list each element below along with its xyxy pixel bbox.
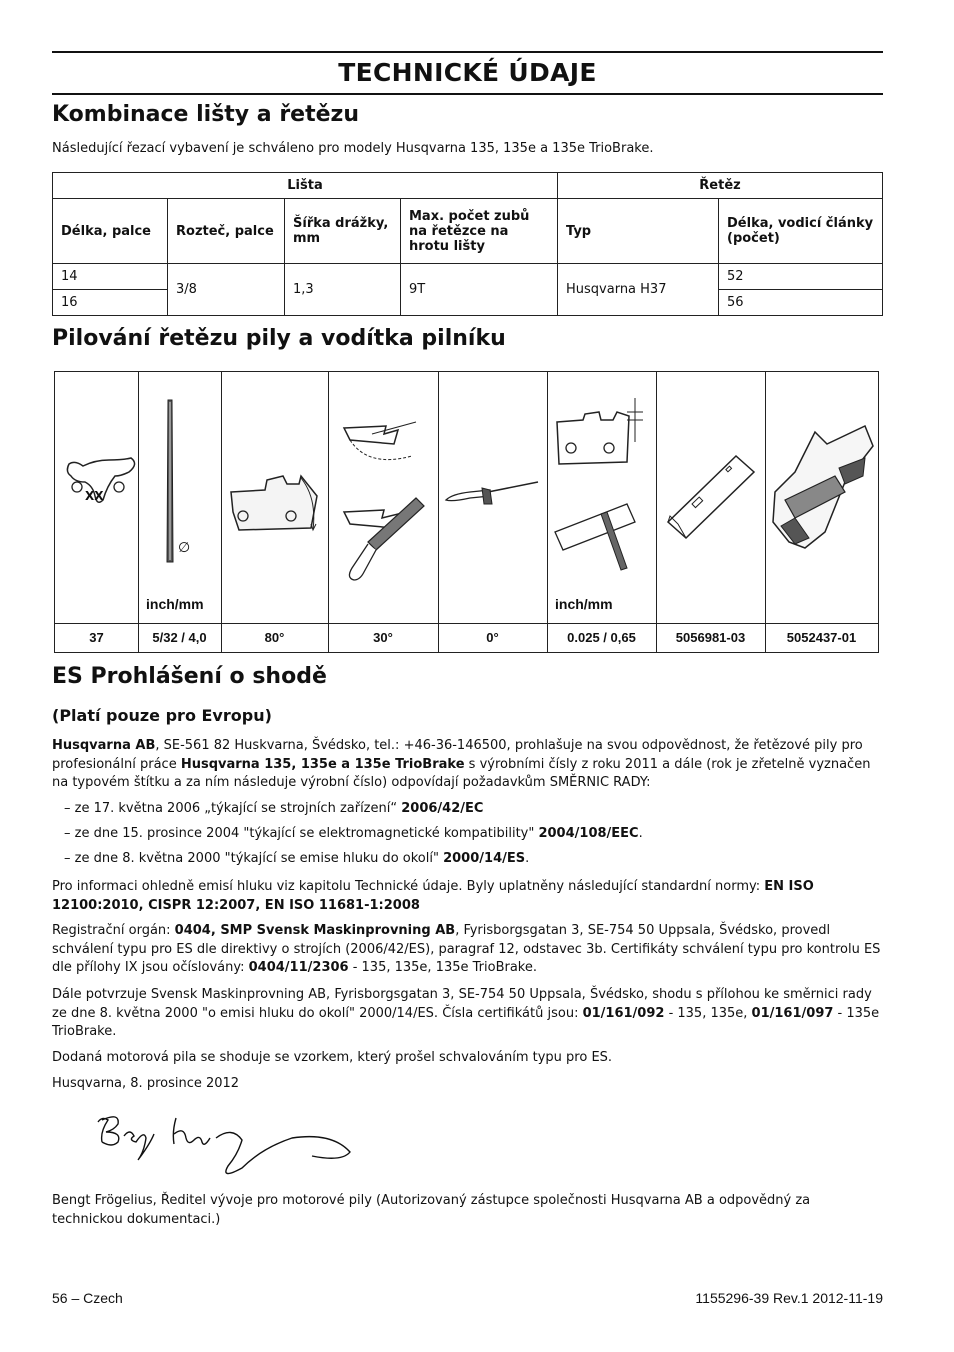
filing-value: 5052437-01	[765, 623, 878, 652]
filing-value: 80°	[221, 623, 328, 652]
signature-icon	[92, 1108, 352, 1188]
diameter-symbol: ∅	[178, 540, 191, 556]
filing-value: 37	[55, 623, 138, 652]
combo-heading: Kombinace lišty a řetězu	[52, 102, 359, 127]
gauge-cell: 1,3	[285, 264, 401, 316]
declaration-paragraph-2: Pro informaci ohledně emisí hluku viz kapitolu Technické údaje. Byly uplatněny následující standardní normy: EN ISO 12100:2010, CISPR 12:2007, EN ISO 11681-1:2008	[52, 879, 814, 913]
list-item: – ze dne 15. prosince 2004 "týkající se elektromagnetické kompatibility" 2004/108/EEC.	[64, 826, 643, 841]
col-gauge: Šířka drážky, mm	[285, 199, 401, 264]
filing-col-file-guide	[765, 372, 878, 652]
certificate-number: 0404/11/2306	[248, 960, 349, 975]
filing-col-filing-angle	[328, 372, 439, 652]
certificate-number: 01/161/092	[582, 1005, 665, 1021]
pitch-cell: 3/8	[168, 264, 285, 316]
depth-gauge-tool-icon	[656, 372, 765, 622]
filing-col-cutter	[55, 372, 139, 652]
top-plate-angle-icon	[221, 372, 328, 622]
length-cell: 16	[53, 290, 168, 316]
drive-links-cell: 52	[719, 264, 883, 290]
list-item: – ze 17. května 2006 „týkající se strojních zařízení“ 2006/42/EC	[64, 801, 484, 816]
list-item: – ze dne 8. května 2000 "týkající se emise hluku do okolí" 2000/14/ES.	[64, 851, 530, 866]
drive-links-cell: 56	[719, 290, 883, 316]
header-rule-top	[52, 51, 883, 53]
filing-value: 0°	[438, 623, 547, 652]
standards: EN ISO 12100:2010, CISPR 12:2007, EN ISO 11681-1:2008	[52, 879, 814, 913]
declaration-heading: ES Prohlášení o shodě	[52, 664, 327, 689]
filing-value: 5056981-03	[656, 623, 765, 652]
certificate-number: 01/161/097	[751, 1005, 834, 1021]
notified-body: 0404, SMP Svensk Maskinprovning AB	[174, 923, 456, 938]
size-badge: XX	[85, 489, 104, 503]
round-file-icon	[138, 372, 221, 622]
filing-value: 30°	[328, 623, 438, 652]
filing-value: 0.025 / 0,65	[547, 623, 656, 652]
filing-angle-icon	[328, 372, 438, 622]
filing-table	[54, 371, 879, 653]
col-max-teeth: Max. počet zubů na řetězce na hrotu lišty	[401, 199, 558, 264]
declaration-paragraph-5: Dodaná motorová pila se shoduje se vzorkem, který prošel schvalováním typu pro ES.	[52, 1050, 613, 1065]
chain-type-cell: Husqvarna H37	[558, 264, 719, 316]
filing-col-depth-tool	[656, 372, 766, 652]
combo-intro: Následující řezací vybavení je schváleno pro modely Husqvarna 135, 135e a 135e TrioBrake.	[52, 141, 654, 156]
depth-gauge-icon	[547, 372, 656, 622]
unit-label: inch/mm	[146, 596, 204, 612]
filing-col-depth-gauge	[547, 372, 657, 652]
filing-col-top-plate-angle	[221, 372, 329, 652]
declaration-paragraph-1: Husqvarna AB, SE-561 82 Huskvarna, Švédsko, tel.: +46-36-146500, prohlašuje na svou odpovědnost, že řetězové pily pro profesionální práce Husqvarna 135, 135e a 135e TrioBrake s výrobními čísly z roku 2011 a dále (rok je zřetelně vyznačen na typovém štítku a za ním následuje výrobní číslo) odpovídají požadavkům SMĚRNIC RADY:	[52, 738, 871, 790]
place-date: Husqvarna, 8. prosince 2012	[52, 1076, 240, 1091]
filing-value: 5/32 / 4,0	[138, 623, 221, 652]
declaration-paragraph-4: Dále potvrzuje Svensk Maskinprovning AB, Fyrisborgsgatan 3, SE-754 50 Uppsala, Švédsko, shodu s přílohou ke směrnici rady ze dne 8. května 2000 "o emisi hluku do okolí" 2000/14/ES. Čísla certifikátů jsou: 01/161/092 - 135, 135e, 01/161/097 - 135e TrioBrake.	[52, 987, 880, 1039]
declaration-paragraph-3: Registrační orgán: 0404, SMP Svensk Maskinprovning AB, Fyrisborgsgatan 3, SE-754 50 Uppsala, Švédsko, provedl schválení typu pro ES dle direktivy o strojích (2006/42/ES), paragraf 12, odstavec 3b. Certifikáty schválení typu pro kontrolu ES dle přílohy IX jsou očíslovány: 0404/11/2306 - 135, 135e, 135e TrioBrake.	[52, 923, 881, 975]
signatory: Bengt Frögelius, Ředitel vývoje pro motorové pily (Autorizovaný zástupce společnosti Husqvarna AB a odpovědný za technickou dokumentaci.)	[52, 1193, 811, 1227]
group-chain-header: Řetěz	[558, 173, 883, 199]
document-number: 1155296-39 Rev.1 2012-11-19	[695, 1290, 883, 1306]
page-title: TECHNICKÉ ÚDAJE	[338, 58, 597, 87]
col-length: Délka, palce	[53, 199, 168, 264]
table-row	[53, 264, 883, 290]
unit-label: inch/mm	[555, 596, 613, 612]
company-name: Husqvarna AB	[52, 738, 156, 753]
teeth-cell: 9T	[401, 264, 558, 316]
directive-list	[52, 800, 643, 875]
file-guide-icon	[765, 372, 878, 622]
group-bar-header: Lišta	[53, 173, 558, 199]
col-drive-links: Délka, vodicí články (počet)	[719, 199, 883, 264]
models: Husqvarna 135, 135e a 135e TrioBrake	[180, 756, 465, 772]
filing-col-file-position	[438, 372, 548, 652]
col-chain-type: Typ	[558, 199, 719, 264]
file-position-icon	[438, 372, 547, 622]
col-pitch: Rozteč, palce	[168, 199, 285, 264]
filing-heading: Pilování řetězu pily a vodítka pilníku	[52, 326, 506, 351]
length-cell: 14	[53, 264, 168, 290]
declaration-subheading: (Platí pouze pro Evropu)	[52, 706, 272, 725]
filing-col-file	[138, 372, 222, 652]
bar-chain-table	[52, 172, 883, 316]
page-number: 56 – Czech	[52, 1290, 123, 1306]
header-rule-bottom	[52, 93, 883, 95]
